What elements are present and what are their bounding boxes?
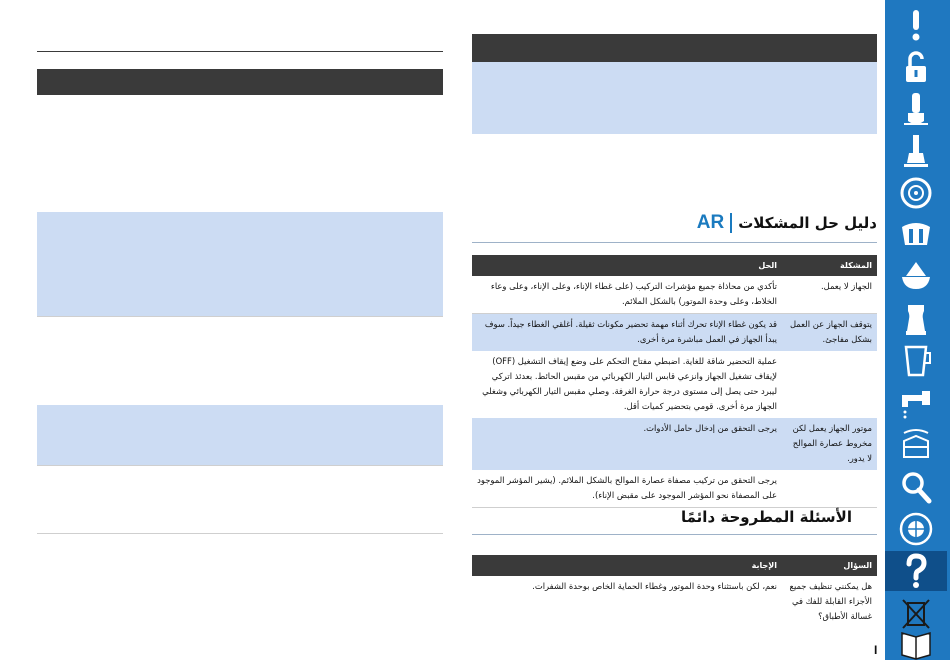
storage-icon (898, 427, 934, 463)
faq-row (472, 576, 877, 628)
left-header-bar (37, 69, 443, 95)
tab-warning[interactable] (885, 5, 947, 45)
faq-table (472, 555, 877, 628)
solution-cell: تأكدي من محاذاة جميع مؤشرات التركيب (على غطاء الإناء، وعلى الإناء، وعلى وعاء الخلاط، وعلى وحدة الموتور) بالشكل الملائم. (472, 276, 782, 314)
problem-cell (782, 351, 877, 418)
tools-icon (898, 217, 934, 253)
troubleshooting-table (472, 255, 877, 508)
beaker-icon (898, 343, 934, 379)
faq-header-row (472, 555, 877, 576)
problem-cell (782, 470, 877, 508)
tab-tools[interactable] (885, 215, 947, 255)
tab-citrus-press[interactable] (885, 257, 947, 297)
tab-safety[interactable] (885, 47, 947, 87)
table-row (472, 470, 877, 508)
magnifier-icon (898, 469, 934, 505)
faq-rule (472, 534, 877, 535)
faucet-icon (898, 385, 934, 421)
manual-book-icon (898, 625, 934, 661)
problem-cell: الجهاز لا يعمل. (782, 276, 877, 314)
heading-divider (730, 213, 732, 233)
top-shaded-block (472, 62, 877, 134)
exclamation-icon (898, 7, 934, 43)
left-divider-1 (37, 316, 443, 317)
left-divider-2 (37, 465, 443, 466)
section-heading (697, 212, 877, 234)
citrus-press-icon (898, 259, 934, 295)
answer-cell: نعم، لكن باستثناء وحدة الموتور وغطاء الحماية الخاص بوحدة الشفرات. (532, 581, 777, 591)
problem-cell: موتور الجهاز يعمل لكن مخروط عصارة الموالح لا يدور. (782, 418, 877, 470)
table-header-row (472, 255, 877, 276)
column-header-solution: الحل (472, 255, 782, 276)
column-header-problem: المشكلة (782, 255, 877, 276)
faq-title: الأسئلة المطروحة دائمًا (680, 508, 852, 526)
table-row (472, 418, 877, 470)
tab-guarantee[interactable] (885, 509, 947, 549)
solution-cell: يرجى التحقق من إدخال حامل الأدوات. (472, 418, 782, 470)
tab-jug[interactable] (885, 299, 947, 339)
column-header-question: السؤال (782, 555, 877, 576)
tab-blender-attachment[interactable] (885, 131, 947, 171)
table-row (472, 276, 877, 314)
page-number: I (874, 643, 878, 657)
left-divider-3 (37, 533, 443, 534)
tab-storage[interactable] (885, 425, 947, 465)
solution-cell: قد يكون غطاء الإناء تحرك أثناء مهمة تحضير مكونات ثقيلة. أغلقي الغطاء جيداً. سوف يبدأ الجهاز في العمل مباشرة مرة أخرى. (472, 314, 782, 352)
left-top-rule (37, 51, 443, 52)
tab-stick-blender[interactable] (885, 89, 947, 129)
table-row (472, 314, 877, 352)
language-code: AR (696, 212, 725, 233)
globe-icon (898, 511, 934, 547)
tab-cleaning[interactable] (885, 383, 947, 423)
problem-cell: يتوقف الجهاز عن العمل بشكل مفاجئ. (782, 314, 877, 352)
section-rule (472, 242, 877, 243)
table-row (472, 351, 877, 418)
section-title: دليل حل المشكلات (738, 214, 877, 232)
question-cell: هل يمكنني تنظيف جميع الأجزاء القابلة للفك في غسالة الأطباق؟ (789, 581, 872, 621)
disc-icon (898, 175, 934, 211)
solution-cell: يرجى التحقق من تركيب مصفاة عصارة الموالح بالشكل الملائم. (يشير المؤشر الموجود على المصفاة نحو المؤشر الموجود على مقبض الإناء). (472, 470, 782, 508)
top-header-bar (472, 34, 877, 62)
solution-cell: عملية التحضير شاقة للغاية. اضبطي مفتاح التحكم على وضع إيقاف التشغيل (OFF) لإيقاف تشغيل الجهاز وانزعي قابس التيار الكهربائي من مقبس الحائط. بعدئذ اتركي ليبرد حتى يصل إلى مستوى درجة حرارة الغرفة. وصلي مقبس التيار الكهربائي وشغلي الجهاز مرة أخرى. قومي بتحضير كميات أقل. (472, 351, 782, 418)
left-shaded-block-1 (37, 212, 443, 316)
column-header-answer: الإجابة (472, 555, 782, 576)
stick-blender-icon (898, 91, 934, 127)
jug-icon (898, 301, 934, 337)
unlock-icon (898, 49, 934, 85)
tab-disc[interactable] (885, 173, 947, 213)
question-icon (898, 553, 934, 589)
tab-search[interactable] (885, 467, 947, 507)
blender-attachment-icon (898, 133, 934, 169)
tab-beaker[interactable] (885, 341, 947, 381)
tab-manual[interactable] (885, 623, 947, 663)
left-shaded-block-2 (37, 405, 443, 465)
tab-faq[interactable] (885, 551, 947, 591)
